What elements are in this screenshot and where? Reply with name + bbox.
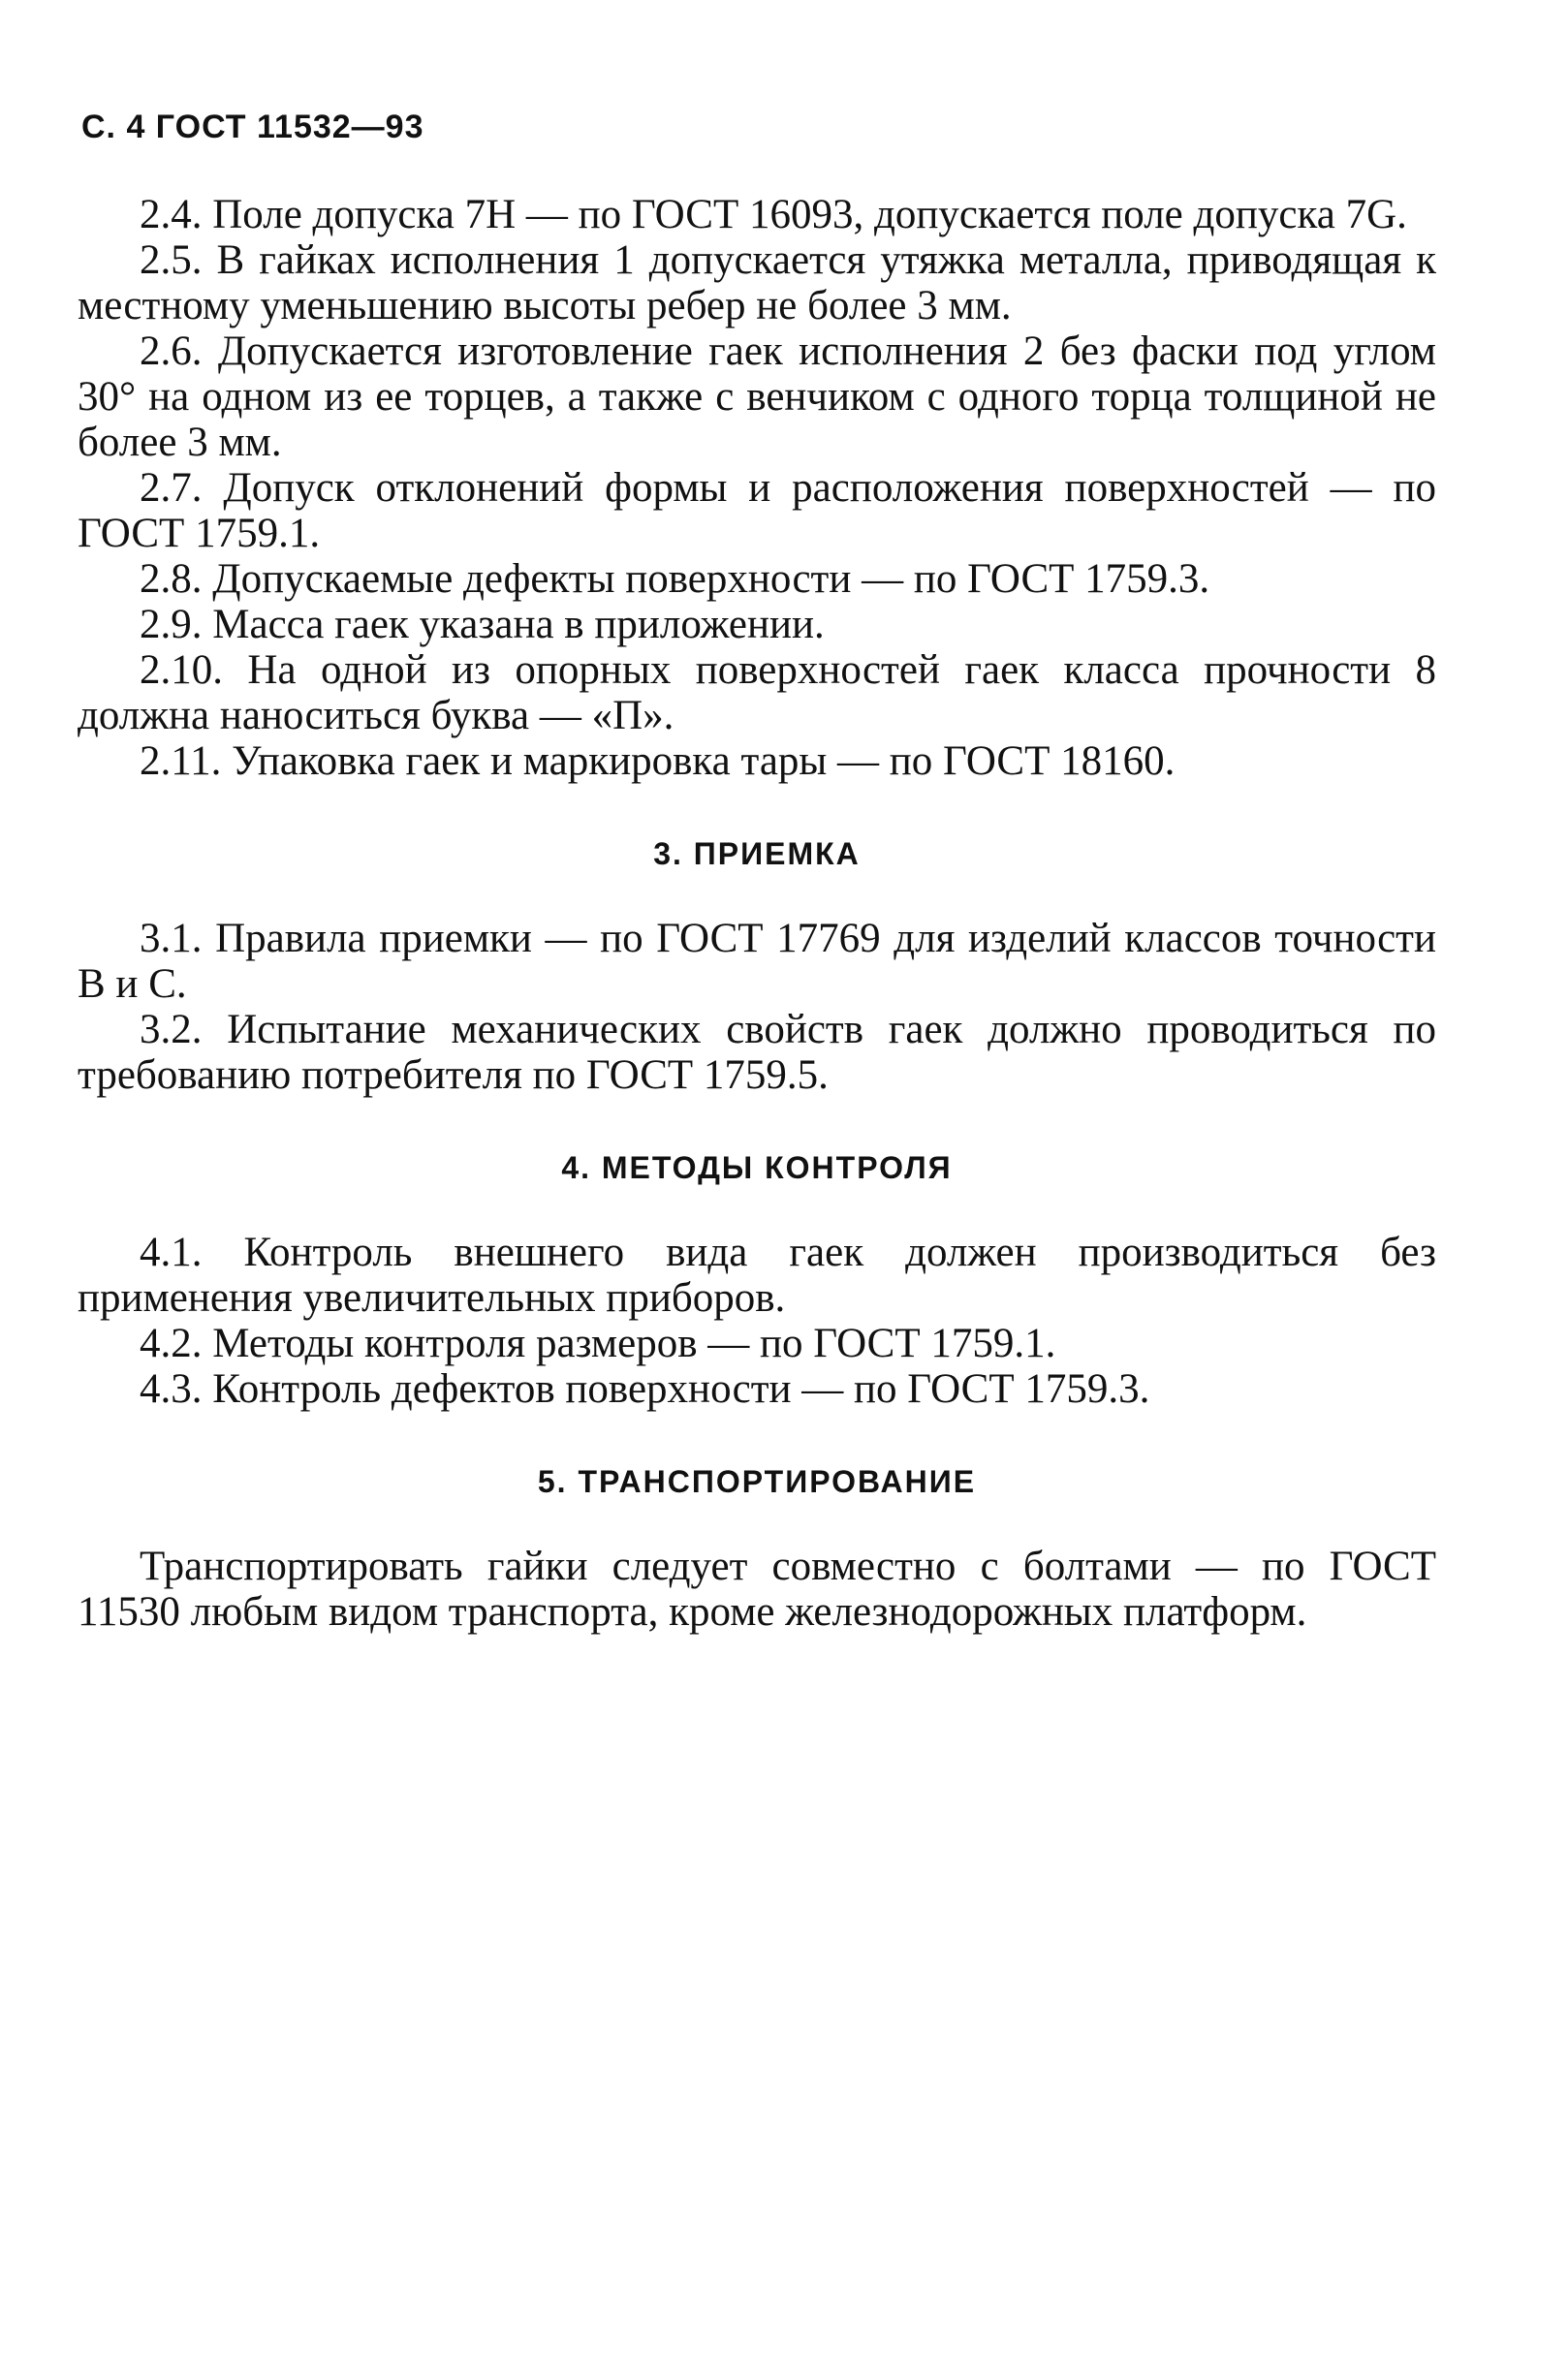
section-title-control-methods: 4. МЕТОДЫ КОНТРОЛЯ [561,1150,953,1185]
clause-4-1: 4.1. Контроль внешнего вида гаек должен производиться без применения увеличительных приборов. [78,1230,1436,1321]
clause-4-3: 4.3. Контроль дефектов поверхности — по ГОСТ 1759.3. [140,1366,1150,1412]
clause-2-5: 2.5. В гайках исполнения 1 допускается утяжка металла, приводящая к местному уменьшению высоты ребер не более 3 мм. [78,237,1436,328]
clause-2-4: 2.4. Поле допуска 7H — по ГОСТ 16093, допускается поле допуска 7G. [140,192,1407,237]
section-title-transportation: 5. ТРАНСПОРТИРОВАНИЕ [537,1464,977,1499]
clause-2-9: 2.9. Масса гаек указана в приложении. [140,602,825,647]
clause-3-1: 3.1. Правила приемки — по ГОСТ 17769 для изделий классов точности B и C. [78,916,1436,1007]
section-title-acceptance: 3. ПРИЕМКА [653,836,861,871]
transportation-text: Транспортировать гайки следует совместно с болтами — по ГОСТ 11530 любым видом транспорта, кроме железнодорожных платформ. [78,1544,1436,1635]
clause-2-6: 2.6. Допускается изготовление гаек исполнения 2 без фаски под углом 30° на одном из ее торцев, а также с венчиком с одного торца толщиной не более 3 мм. [78,328,1436,465]
clause-2-8: 2.8. Допускаемые дефекты поверхности — по ГОСТ 1759.3. [140,556,1210,602]
body-text [78,192,1436,1635]
clause-2-10: 2.10. На одной из опорных поверхностей гаек класса прочности 8 должна наноситься буква — «П». [78,647,1436,738]
clause-2-7: 2.7. Допуск отклонений формы и расположения поверхностей — по ГОСТ 1759.1. [78,465,1436,556]
running-header: С. 4 ГОСТ 11532—93 [81,109,424,145]
clause-3-2: 3.2. Испытание механических свойств гаек должно проводиться по требованию потребителя по ГОСТ 1759.5. [78,1007,1436,1098]
clause-4-2: 4.2. Методы контроля размеров — по ГОСТ 1759.1. [140,1321,1056,1366]
clause-2-11: 2.11. Упаковка гаек и маркировка тары — по ГОСТ 18160. [140,738,1176,784]
